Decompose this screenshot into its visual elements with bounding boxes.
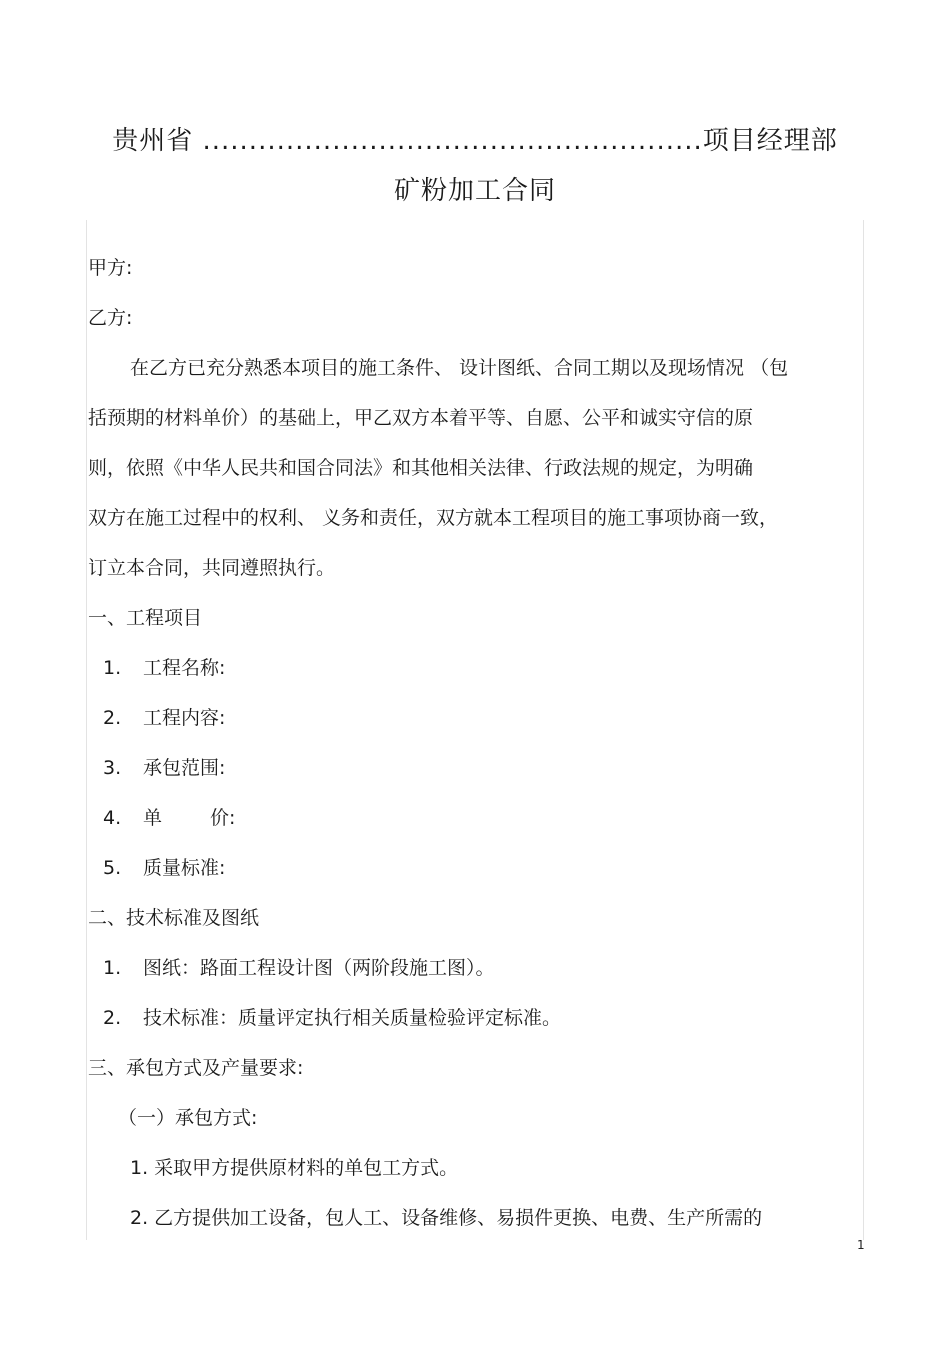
list-item-text: 工程名称:	[143, 657, 226, 679]
list-item-text: 技术标准：质量评定执行相关质量检验评定标准。	[143, 1007, 562, 1029]
intro-paragraph-line: 则，依照《中华人民共和国合同法》和其他相关法律、行政法规的规定，为明确	[88, 457, 754, 479]
intro-paragraph-line: 在乙方已充分熟悉本项目的施工条件、 设计图纸、合同工期以及现场情况 （包	[130, 357, 789, 379]
list-item-number: 5.	[103, 857, 122, 879]
section-heading: 二、技术标准及图纸	[88, 907, 260, 929]
page-border-left	[86, 220, 87, 1240]
party-b-label: 乙方:	[88, 307, 133, 329]
page-number: 1	[857, 1238, 865, 1252]
list-item-text: 图纸：路面工程设计图（两阶段施工图）。	[143, 957, 495, 979]
list-item	[103, 954, 495, 982]
list-item-number: 3.	[103, 757, 122, 779]
list-item-text: 工程内容:	[143, 707, 226, 729]
list-item-text: 价:	[210, 807, 236, 829]
list-item-number: 1.	[103, 957, 122, 979]
list-item-text: 单	[143, 807, 163, 829]
sub-heading: （一）承包方式:	[118, 1107, 258, 1129]
intro-paragraph-line: 双方在施工过程中的权利、 义务和责任，双方就本工程项目的施工事项协商一致，	[88, 507, 779, 529]
document-title-line1: 贵州省 ......................................................项目经理部	[112, 126, 838, 156]
list-item: 1. 采取甲方提供原材料的单包工方式。	[130, 1157, 459, 1179]
intro-paragraph-line: 订立本合同，共同遵照执行。	[88, 557, 336, 579]
list-item-text: 质量标准:	[143, 857, 226, 879]
list-item-number: 1.	[103, 657, 122, 679]
party-a-label: 甲方:	[88, 257, 133, 279]
list-item-number: 2.	[103, 1007, 122, 1029]
list-item-number: 4.	[103, 807, 122, 829]
list-item	[103, 854, 225, 882]
list-item-number: 2.	[103, 707, 122, 729]
intro-paragraph-line: 括预期的材料单价）的基础上，甲乙双方本着平等、自愿、公平和诚实守信的原	[88, 407, 754, 429]
document-title: 矿粉加工合同	[393, 176, 556, 206]
list-item	[103, 654, 225, 682]
list-item	[103, 704, 225, 732]
list-item	[103, 804, 235, 832]
section-heading: 三、承包方式及产量要求:	[88, 1057, 304, 1079]
section-heading: 一、工程项目	[88, 607, 203, 629]
list-item	[103, 754, 225, 782]
list-item	[103, 1004, 561, 1032]
list-item: 2. 乙方提供加工设备，包人工、设备维修、易损件更换、电费、生产所需的	[130, 1207, 763, 1229]
page-border-right	[863, 220, 864, 1240]
list-item-text: 承包范围:	[143, 757, 226, 779]
